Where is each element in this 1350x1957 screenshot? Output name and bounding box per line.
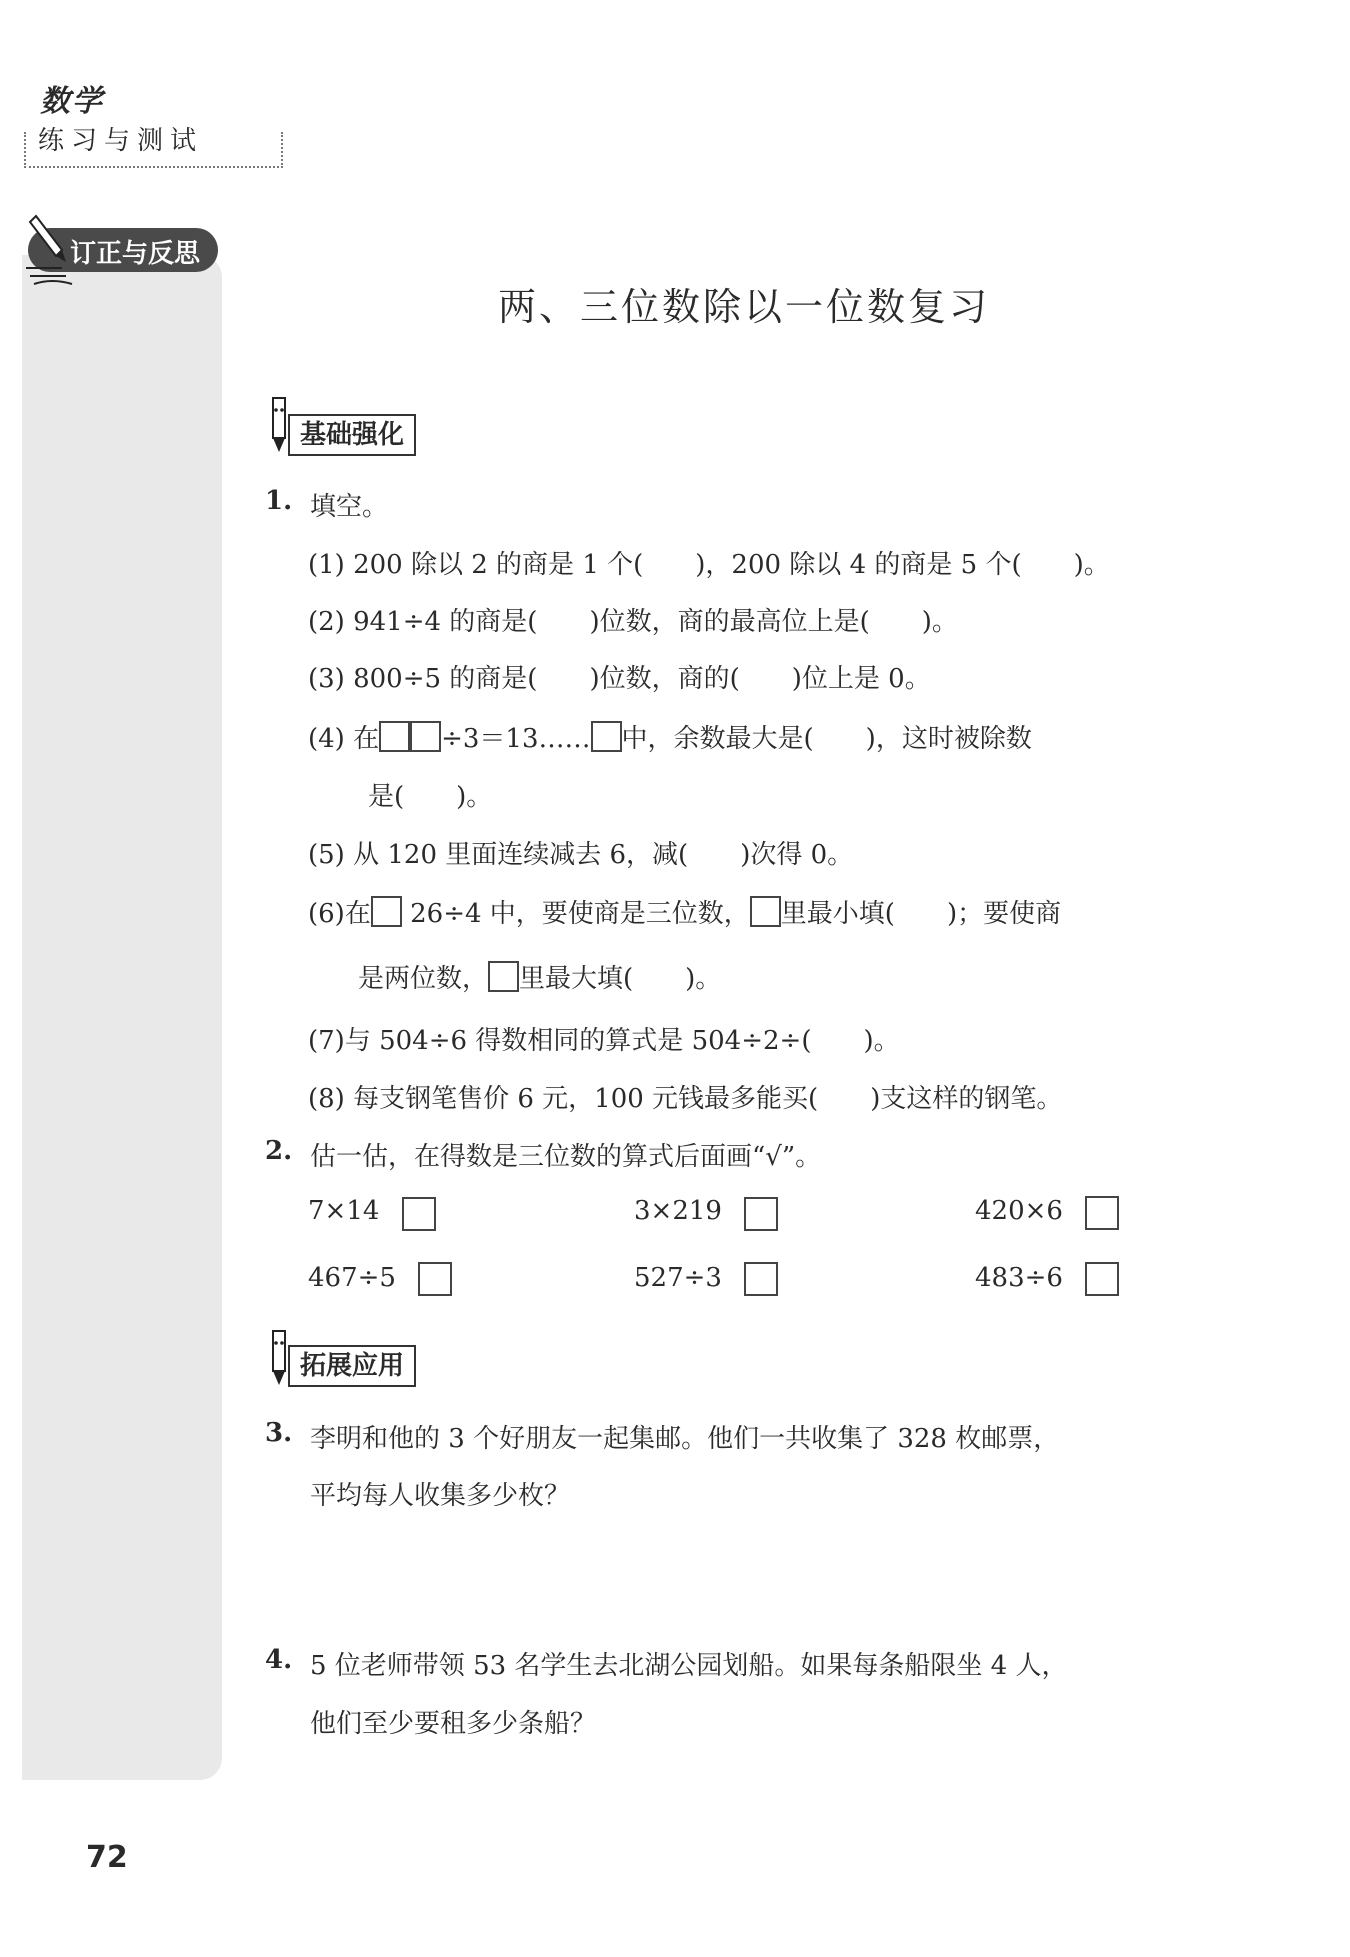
fill-item-1: (1) 200 除以 2 的商是 1 个( )，200 除以 4 的商是 5 个( )。 bbox=[308, 550, 1110, 580]
fill-item-6-line2-prefix: 是两位数， bbox=[358, 964, 489, 994]
estimate-expression: 7×14 bbox=[308, 1196, 380, 1226]
question-title: 估一估，在得数是三位数的算式后面画“√”。 bbox=[310, 1142, 822, 1172]
word-problem-line: 李明和他的 3 个好朋友一起集邮。他们一共收集了 328 枚邮票， bbox=[310, 1424, 1060, 1454]
estimate-expression: 3×219 bbox=[634, 1196, 722, 1226]
estimate-expression: 527÷3 bbox=[634, 1263, 722, 1293]
answer-box[interactable] bbox=[379, 721, 410, 752]
check-box[interactable] bbox=[744, 1262, 778, 1296]
fill-item-6-continued bbox=[358, 958, 721, 995]
brand-subtitle: 练习与测试 bbox=[38, 126, 204, 156]
check-box[interactable] bbox=[1085, 1196, 1119, 1230]
fill-item-8: (8) 每支钢笔售价 6 元，100 元钱最多能买( )支这样的钢笔。 bbox=[308, 1084, 1063, 1114]
question-number: 2. bbox=[265, 1136, 293, 1166]
question-number: 4. bbox=[265, 1645, 293, 1675]
fill-item-4 bbox=[308, 718, 1032, 755]
correction-label: 订正与反思 bbox=[70, 239, 201, 269]
fill-item-6 bbox=[308, 893, 1061, 930]
word-problem-line: 他们至少要租多少条船？ bbox=[310, 1709, 597, 1739]
fill-item-4-suffix: 中，余数最大是( )，这时被除数 bbox=[621, 724, 1032, 754]
section-extend-header: 拓展应用 bbox=[288, 1345, 416, 1387]
page-title: 两、三位数除以一位数复习 bbox=[498, 285, 991, 329]
word-problem-line: 平均每人收集多少枚？ bbox=[310, 1481, 571, 1511]
question-number: 3. bbox=[265, 1418, 293, 1448]
fill-item-6-line2-suffix: 里最大填( )。 bbox=[519, 964, 722, 994]
fill-item-3: (3) 800÷5 的商是( )位数，商的( )位上是 0。 bbox=[308, 664, 931, 694]
fill-item-6-middle: 26÷4 中，要使商是三位数， bbox=[401, 899, 750, 929]
fill-item-6-prefix: (6)在 bbox=[308, 899, 371, 929]
check-box[interactable] bbox=[418, 1262, 452, 1296]
answer-box[interactable] bbox=[410, 721, 441, 752]
fill-item-2: (2) 941÷4 的商是( )位数，商的最高位上是( )。 bbox=[308, 607, 958, 637]
brand-frame bbox=[24, 132, 283, 168]
page-number: 72 bbox=[86, 1840, 128, 1875]
fill-item-7: (7)与 504÷6 得数相同的算式是 504÷2÷( )。 bbox=[308, 1026, 900, 1056]
estimate-expression: 483÷6 bbox=[975, 1263, 1063, 1293]
answer-box[interactable] bbox=[591, 721, 622, 752]
answer-box[interactable] bbox=[488, 961, 519, 992]
check-box[interactable] bbox=[1085, 1262, 1119, 1296]
check-box[interactable] bbox=[402, 1197, 436, 1231]
brand-title: 数学 bbox=[40, 84, 104, 119]
section-basic-header: 基础强化 bbox=[288, 414, 416, 456]
fill-item-4-prefix: (4) 在 bbox=[308, 724, 380, 754]
word-problem-line: 5 位老师带领 53 名学生去北湖公园划船。如果每条船限坐 4 人， bbox=[310, 1651, 1068, 1681]
fill-item-6-suffix: 里最小填( )；要使商 bbox=[780, 899, 1062, 929]
fill-item-5: (5) 从 120 里面连续减去 6，减( )次得 0。 bbox=[308, 840, 854, 870]
fill-item-4-continued: 是( )。 bbox=[368, 782, 493, 812]
correction-margin bbox=[22, 255, 222, 1780]
question-title: 填空。 bbox=[310, 492, 389, 522]
check-box[interactable] bbox=[744, 1197, 778, 1231]
estimate-expression: 467÷5 bbox=[308, 1263, 396, 1293]
fill-item-4-middle: ÷3＝13…… bbox=[441, 724, 591, 754]
answer-box[interactable] bbox=[371, 896, 402, 927]
answer-box[interactable] bbox=[750, 896, 781, 927]
question-number: 1. bbox=[265, 486, 293, 516]
estimate-expression: 420×6 bbox=[975, 1196, 1063, 1226]
